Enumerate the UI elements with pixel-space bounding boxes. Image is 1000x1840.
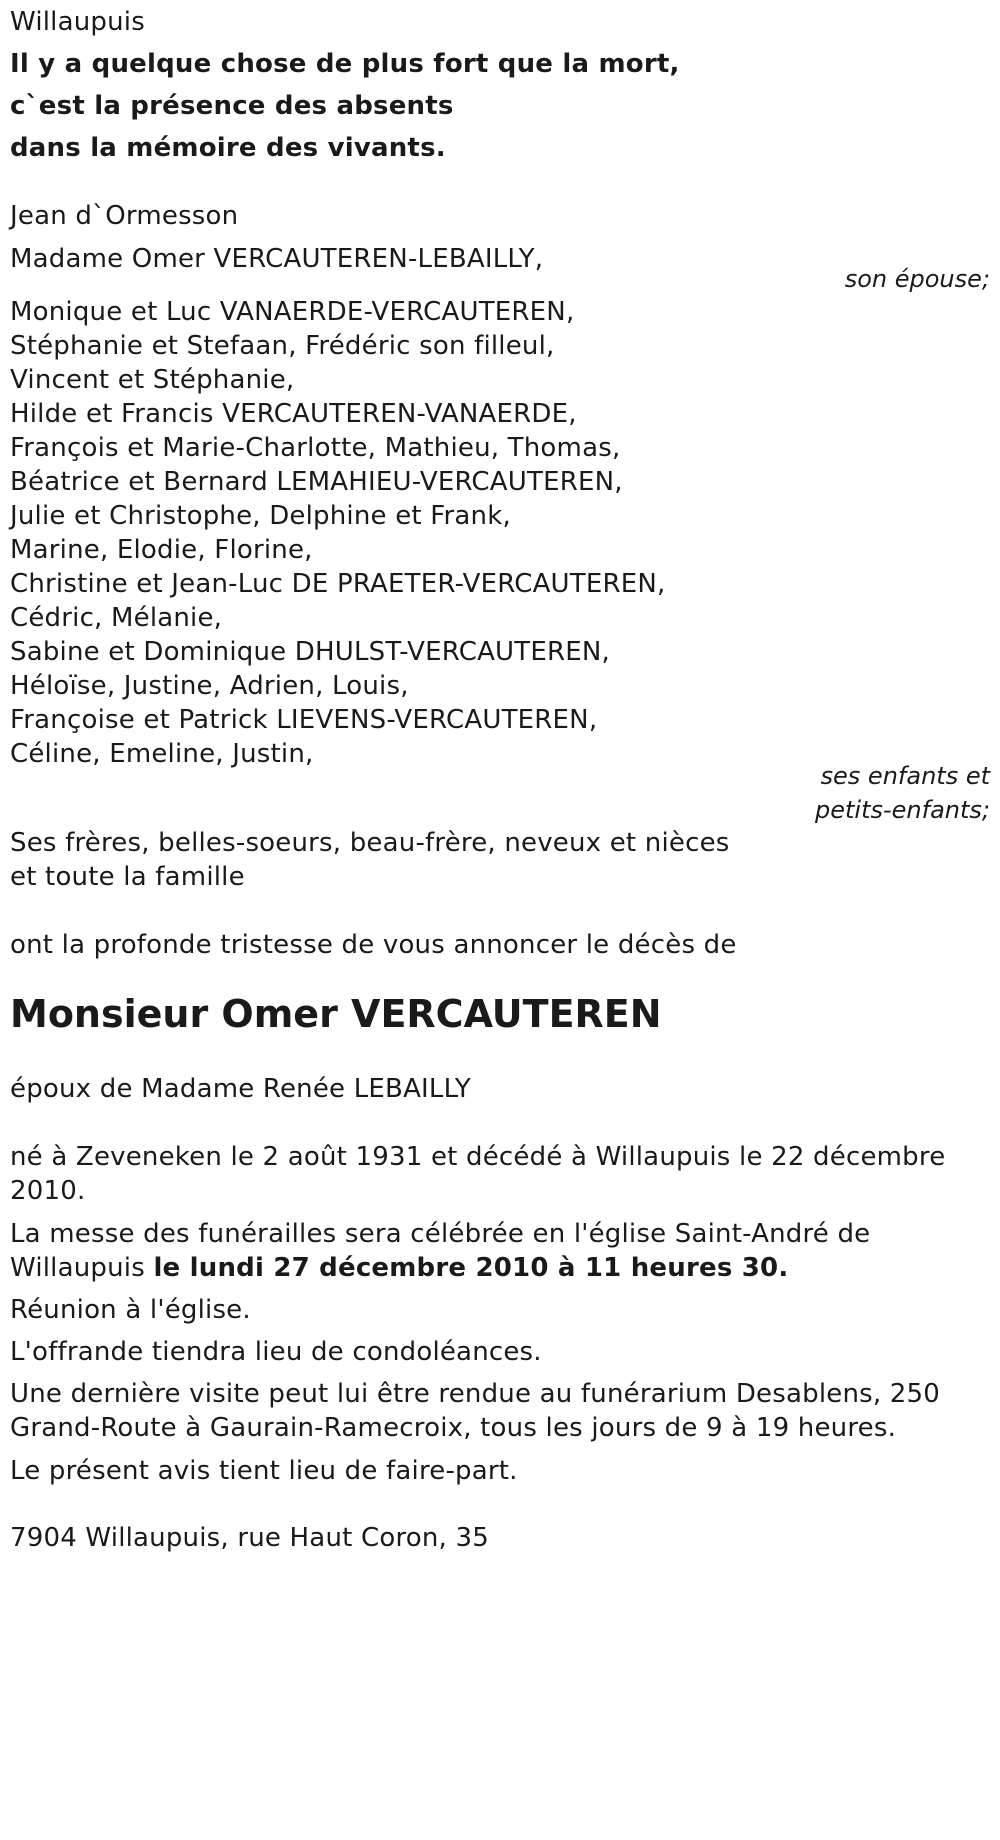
birth-death-line-1: né à Zeveneken le 2 août 1931 et décédé à Willaupuis le 22 décembre — [10, 1142, 946, 1172]
spouse-name: Madame Omer VERCAUTEREN-LEBAILLY, — [10, 244, 544, 274]
children-line: Béatrice et Bernard LEMAHIEU-VERCAUTEREN, — [10, 467, 623, 497]
funeral-line-2 — [10, 1248, 788, 1288]
meeting-text: Réunion à l'église. — [10, 1295, 251, 1325]
notice-text: Le présent avis tient lieu de faire-part. — [10, 1456, 518, 1486]
children-relation-line-2: petits-enfants; — [815, 796, 990, 824]
children-line: Sabine et Dominique DHULST-VERCAUTEREN, — [10, 637, 610, 667]
spouse-of-text: époux de Madame Renée LEBAILLY — [10, 1074, 471, 1104]
children-line: Christine et Jean-Luc DE PRAETER-VERCAUTEREN, — [10, 569, 666, 599]
funeral-place: Willaupuis — [10, 1253, 154, 1283]
location-header: Willaupuis — [10, 7, 145, 37]
birth-death-line-2: 2010. — [10, 1176, 86, 1206]
funeral-date-time: le lundi 27 décembre 2010 à 11 heures 30. — [153, 1253, 789, 1283]
children-line: Céline, Emeline, Justin, — [10, 739, 314, 769]
children-line: Héloïse, Justine, Adrien, Louis, — [10, 671, 409, 701]
announcement-text: ont la profonde tristesse de vous annoncer le décès de — [10, 930, 737, 960]
children-line: Marine, Elodie, Florine, — [10, 535, 313, 565]
children-line: Vincent et Stéphanie, — [10, 365, 295, 395]
quote-line-1: Il y a quelque chose de plus fort que la mort, — [10, 49, 680, 79]
address-text: 7904 Willaupuis, rue Haut Coron, 35 — [10, 1523, 489, 1553]
children-line: Cédric, Mélanie, — [10, 603, 223, 633]
offering-text: L'offrande tiendra lieu de condoléances. — [10, 1337, 542, 1367]
obituary-notice — [10, 0, 990, 1840]
quote-line-3: dans la mémoire des vivants. — [10, 133, 446, 163]
children-line: Hilde et Francis VERCAUTEREN-VANAERDE, — [10, 399, 577, 429]
family-line-1: Ses frères, belles-soeurs, beau-frère, neveux et nièces — [10, 828, 730, 858]
children-relation-line-1: ses enfants et — [820, 762, 990, 790]
children-line: François et Marie-Charlotte, Mathieu, Thomas, — [10, 433, 621, 463]
children-line: Stéphanie et Stefaan, Frédéric son filleul, — [10, 331, 555, 361]
visit-line-1: Une dernière visite peut lui être rendue au funérarium Desablens, 250 — [10, 1379, 941, 1409]
children-line: Monique et Luc VANAERDE-VERCAUTEREN, — [10, 297, 575, 327]
family-line-2: et toute la famille — [10, 862, 245, 892]
quote-author: Jean d`Ormesson — [10, 201, 239, 231]
deceased-name: Monsieur Omer VERCAUTEREN — [10, 992, 662, 1036]
spouse-relation: son épouse; — [844, 265, 990, 293]
visit-line-2: Grand-Route à Gaurain-Ramecroix, tous les jours de 9 à 19 heures. — [10, 1413, 897, 1443]
funeral-line-1: La messe des funérailles sera célébrée en l'église Saint-André de — [10, 1219, 871, 1249]
quote-line-2: c`est la présence des absents — [10, 91, 454, 121]
children-line: Françoise et Patrick LIEVENS-VERCAUTEREN, — [10, 705, 598, 735]
children-line: Julie et Christophe, Delphine et Frank, — [10, 501, 511, 531]
